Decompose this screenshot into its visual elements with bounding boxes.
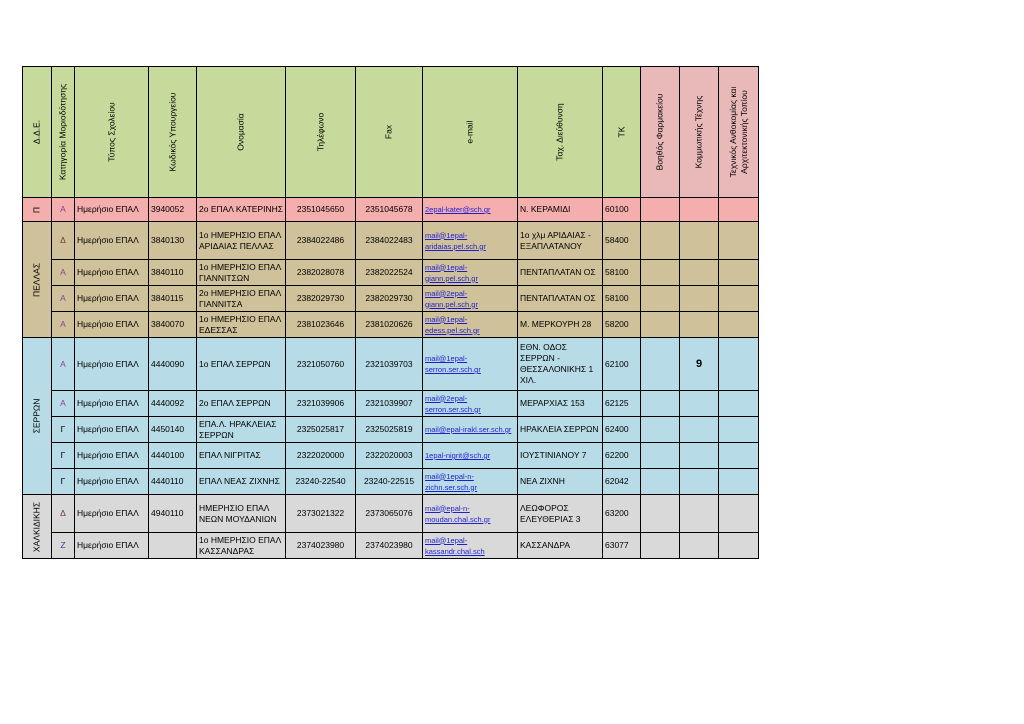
fax-cell: 2373065076 — [356, 495, 423, 533]
email-cell — [423, 338, 518, 391]
schools-table — [22, 66, 759, 559]
phone-cell: 2374023980 — [286, 533, 356, 559]
table-row — [23, 495, 759, 533]
address-cell: ΠΕΝΤΑΠΛΑΤΑΝ ΟΣ — [518, 286, 603, 312]
tk-cell: 62042 — [603, 469, 641, 495]
school-type-cell: Ημερήσιο ΕΠΑΛ — [75, 338, 149, 391]
category-cell: Α — [52, 260, 75, 286]
ministry-code-cell: 4940110 — [149, 495, 197, 533]
pharmacy-assistant-cell — [641, 391, 680, 417]
email-cell — [423, 495, 518, 533]
email-link[interactable]: mail@1epal-n-zichn.ser.sch.gr — [425, 471, 478, 492]
pharmacy-assistant-cell — [641, 198, 680, 222]
ministry-code-cell: 3840115 — [149, 286, 197, 312]
pharmacy-assistant-cell — [641, 495, 680, 533]
email-link[interactable]: mail@1epal-edess.pel.sch.gr — [425, 314, 480, 335]
floriculture-cell — [719, 286, 759, 312]
school-type-cell: Ημερήσιο ΕΠΑΛ — [75, 286, 149, 312]
header-fax: Fax — [356, 67, 423, 198]
school-name-cell: 1ο ΕΠΑΛ ΣΕΡΡΩΝ — [197, 338, 286, 391]
school-type-cell: Ημερήσιο ΕΠΑΛ — [75, 495, 149, 533]
address-cell: ΕΘΝ. ΟΔΟΣ ΣΕΡΡΩΝ - ΘΕΣΣΑΛΟΝΙΚΗΣ 1 ΧΙΛ. — [518, 338, 603, 391]
school-name-cell: 2ο ΗΜΕΡΗΣΙΟ ΕΠΑΛ ΓΙΑΝΝΙΤΣΑ — [197, 286, 286, 312]
floriculture-cell — [719, 198, 759, 222]
pharmacy-assistant-cell — [641, 222, 680, 260]
hairdressing-cell — [680, 198, 719, 222]
email-cell — [423, 443, 518, 469]
header-phone: Τηλέφωνο — [286, 67, 356, 198]
fax-cell: 2384022483 — [356, 222, 423, 260]
tk-cell: 58100 — [603, 286, 641, 312]
category-cell: Ζ — [52, 533, 75, 559]
fax-cell: 2374023980 — [356, 533, 423, 559]
school-name-cell: 1ο ΗΜΕΡΗΣΙΟ ΕΠΑΛ ΓΙΑΝΝΙΤΣΩΝ — [197, 260, 286, 286]
ministry-code-cell: 4450140 — [149, 417, 197, 443]
tk-cell: 58200 — [603, 312, 641, 338]
school-type-cell: Ημερήσιο ΕΠΑΛ — [75, 391, 149, 417]
email-cell — [423, 198, 518, 222]
address-cell: ΛΕΩΦΟΡΟΣ ΕΛΕΥΘΕΡΙΑΣ 3 — [518, 495, 603, 533]
pharmacy-assistant-cell — [641, 533, 680, 559]
header-address: Ταχ. Διεύθυνση — [518, 67, 603, 198]
fax-cell: 2321039907 — [356, 391, 423, 417]
ministry-code-cell: 3940052 — [149, 198, 197, 222]
category-cell: Α — [52, 312, 75, 338]
tk-cell: 58100 — [603, 260, 641, 286]
header-tk: ΤΚ — [603, 67, 641, 198]
header-category: Κατηγορία Μοριοδότησης — [52, 67, 75, 198]
hairdressing-cell: 9 — [680, 338, 719, 391]
tk-cell: 63200 — [603, 495, 641, 533]
category-cell: Α — [52, 286, 75, 312]
pharmacy-assistant-cell — [641, 286, 680, 312]
school-type-cell: Ημερήσιο ΕΠΑΛ — [75, 198, 149, 222]
floriculture-cell — [719, 495, 759, 533]
phone-cell: 2373021322 — [286, 495, 356, 533]
header-school-type: Τύπος Σχολείου — [75, 67, 149, 198]
email-link[interactable]: mail@1epal-giann.pel.sch.gr — [425, 262, 478, 283]
email-link[interactable]: mail@1epal-serron.ser.sch.gr — [425, 354, 481, 374]
table-row — [23, 260, 759, 286]
phone-cell: 2382029730 — [286, 286, 356, 312]
floriculture-cell — [719, 338, 759, 391]
header-pharmacy-assistant: Βοηθός Φαρμακείου — [641, 67, 680, 198]
floriculture-cell — [719, 469, 759, 495]
fax-cell: 2322020003 — [356, 443, 423, 469]
table-row — [23, 286, 759, 312]
school-type-cell: Ημερήσιο ΕΠΑΛ — [75, 417, 149, 443]
floriculture-cell — [719, 533, 759, 559]
phone-cell: 2321050760 — [286, 338, 356, 391]
dde-group-cell: ΠΕΛΛΑΣ — [23, 222, 52, 338]
category-cell: Δ — [52, 495, 75, 533]
tk-cell: 62200 — [603, 443, 641, 469]
table-row — [23, 469, 759, 495]
school-name-cell: 1ο ΗΜΕΡΗΣΙΟ ΕΠΑΛ ΕΔΕΣΣΑΣ — [197, 312, 286, 338]
phone-cell: 2381023646 — [286, 312, 356, 338]
school-name-cell: 1ο ΗΜΕΡΗΣΙΟ ΕΠΑΛ ΑΡΙΔΑΙΑΣ ΠΕΛΛΑΣ — [197, 222, 286, 260]
phone-cell: 2321039906 — [286, 391, 356, 417]
table-row — [23, 533, 759, 559]
hairdressing-cell — [680, 443, 719, 469]
ministry-code-cell: 3840070 — [149, 312, 197, 338]
floriculture-cell — [719, 443, 759, 469]
ministry-code-cell: 4440110 — [149, 469, 197, 495]
email-cell — [423, 312, 518, 338]
category-cell: Α — [52, 338, 75, 391]
category-cell: Γ — [52, 469, 75, 495]
ministry-code-cell: 4440092 — [149, 391, 197, 417]
address-cell: ΝΕΑ ΖΙΧΝΗ — [518, 469, 603, 495]
email-cell — [423, 260, 518, 286]
dde-group-cell: ΧΑΛΚΙΔΙΚΗΣ — [23, 495, 52, 559]
header-ministry-code: Κωδικός Υπουργείου — [149, 67, 197, 198]
address-cell: Ν. ΚΕΡΑΜΙΔΙ — [518, 198, 603, 222]
hairdressing-cell — [680, 312, 719, 338]
email-cell — [423, 533, 518, 559]
table-row — [23, 198, 759, 222]
address-cell: ΜΕΡΑΡΧΙΑΣ 153 — [518, 391, 603, 417]
pharmacy-assistant-cell — [641, 443, 680, 469]
table-row — [23, 443, 759, 469]
pharmacy-assistant-cell — [641, 338, 680, 391]
school-type-cell: Ημερήσιο ΕΠΑΛ — [75, 222, 149, 260]
school-name-cell: ΕΠΑΛ ΝΙΓΡΙΤΑΣ — [197, 443, 286, 469]
ministry-code-cell: 4440090 — [149, 338, 197, 391]
tk-cell: 60100 — [603, 198, 641, 222]
pharmacy-assistant-cell — [641, 312, 680, 338]
email-cell — [423, 286, 518, 312]
category-cell: Γ — [52, 417, 75, 443]
category-cell: Δ — [52, 222, 75, 260]
hairdressing-cell — [680, 533, 719, 559]
tk-cell: 62100 — [603, 338, 641, 391]
email-cell — [423, 391, 518, 417]
header-row — [23, 67, 759, 198]
pharmacy-assistant-cell — [641, 469, 680, 495]
ministry-code-cell: 3840130 — [149, 222, 197, 260]
email-cell — [423, 222, 518, 260]
tk-cell: 62125 — [603, 391, 641, 417]
email-link[interactable]: mail@epal-irakl.ser.sch.gr — [425, 425, 512, 434]
floriculture-cell — [719, 417, 759, 443]
school-name-cell: 2ο ΕΠΑΛ ΚΑΤΕΡΙΝΗΣ — [197, 198, 286, 222]
header-email: e-mail — [423, 67, 518, 198]
email-link[interactable]: mail@1epal-aridaias.pel.sch.gr — [425, 230, 486, 251]
email-cell — [423, 469, 518, 495]
header-floriculture: Τεχνικός Ανθοκομίας και Αρχιτεκτονικής Τοπίου — [719, 67, 759, 198]
phone-cell: 2325025817 — [286, 417, 356, 443]
table-row — [23, 417, 759, 443]
phone-cell: 2384022486 — [286, 222, 356, 260]
fax-cell: 23240-22515 — [356, 469, 423, 495]
floriculture-cell — [719, 222, 759, 260]
fax-cell: 2382022524 — [356, 260, 423, 286]
hairdressing-cell — [680, 391, 719, 417]
ministry-code-cell: 4440100 — [149, 443, 197, 469]
phone-cell: 2382028078 — [286, 260, 356, 286]
phone-cell: 2351045650 — [286, 198, 356, 222]
email-link[interactable]: 1epal-nigrit@sch.gr — [425, 451, 491, 460]
pharmacy-assistant-cell — [641, 417, 680, 443]
address-cell: ΠΕΝΤΑΠΛΑΤΑΝ ΟΣ — [518, 260, 603, 286]
floriculture-cell — [719, 260, 759, 286]
floriculture-cell — [719, 391, 759, 417]
school-name-cell: 1ο ΗΜΕΡΗΣΙΟ ΕΠΑΛ ΚΑΣΣΑΝΔΡΑΣ — [197, 533, 286, 559]
email-link[interactable]: mail@2epal-serron.ser.sch.gr — [425, 393, 481, 414]
fax-cell: 2351045678 — [356, 198, 423, 222]
dde-group-cell: Π — [23, 198, 52, 222]
table-row — [23, 338, 759, 391]
address-cell: ΙΟΥΣΤΙΝΙΑΝΟΥ 7 — [518, 443, 603, 469]
school-type-cell: Ημερήσιο ΕΠΑΛ — [75, 443, 149, 469]
tk-cell: 58400 — [603, 222, 641, 260]
table-row — [23, 222, 759, 260]
hairdressing-cell — [680, 222, 719, 260]
header-dde: Δ.Δ.Ε. — [23, 67, 52, 198]
fax-cell: 2382029730 — [356, 286, 423, 312]
school-name-cell: 2ο ΕΠΑΛ ΣΕΡΡΩΝ — [197, 391, 286, 417]
table-row — [23, 312, 759, 338]
hairdressing-cell — [680, 495, 719, 533]
school-type-cell: Ημερήσιο ΕΠΑΛ — [75, 533, 149, 559]
hairdressing-cell — [680, 469, 719, 495]
pharmacy-assistant-cell — [641, 260, 680, 286]
hairdressing-cell — [680, 417, 719, 443]
address-cell: ΗΡΑΚΛΕΙΑ ΣΕΡΡΩΝ — [518, 417, 603, 443]
email-link[interactable]: mail@1epal-kassandr.chal.sch — [425, 535, 485, 556]
address-cell: 1ο χλμ ΑΡΙΔΑΙΑΣ - ΕΞΑΠΛΑΤΑΝΟΥ — [518, 222, 603, 260]
fax-cell: 2321039703 — [356, 338, 423, 391]
floriculture-cell — [719, 312, 759, 338]
email-link[interactable]: mail@epal-n-moudan.chal.sch.gr — [425, 503, 491, 524]
address-cell: ΚΑΣΣΑΝΔΡΑ — [518, 533, 603, 559]
tk-cell: 62400 — [603, 417, 641, 443]
school-type-cell: Ημερήσιο ΕΠΑΛ — [75, 469, 149, 495]
school-type-cell: Ημερήσιο ΕΠΑΛ — [75, 260, 149, 286]
email-link[interactable]: 2epal-kater@sch.gr — [425, 205, 491, 214]
school-type-cell: Ημερήσιο ΕΠΑΛ — [75, 312, 149, 338]
hairdressing-cell — [680, 260, 719, 286]
table-row — [23, 391, 759, 417]
header-name: Ονομασία — [197, 67, 286, 198]
school-name-cell: ΗΜΕΡΗΣΙΟ ΕΠΑΛ ΝΕΩΝ ΜΟΥΔΑΝΙΩΝ — [197, 495, 286, 533]
school-name-cell: ΕΠΑ.Λ. ΗΡΑΚΛΕΙΑΣ ΣΕΡΡΩΝ — [197, 417, 286, 443]
phone-cell: 23240-22540 — [286, 469, 356, 495]
category-cell: Α — [52, 198, 75, 222]
tk-cell: 63077 — [603, 533, 641, 559]
address-cell: Μ. ΜΕΡΚΟΥΡΗ 28 — [518, 312, 603, 338]
header-hairdressing: Κομμωτικής Τέχνης — [680, 67, 719, 198]
email-link[interactable]: mail@2epal-giann.pel.sch.gr — [425, 288, 478, 309]
ministry-code-cell — [149, 533, 197, 559]
category-cell: Α — [52, 391, 75, 417]
ministry-code-cell: 3840110 — [149, 260, 197, 286]
phone-cell: 2322020000 — [286, 443, 356, 469]
hairdressing-cell — [680, 286, 719, 312]
email-cell — [423, 417, 518, 443]
dde-group-cell: ΣΕΡΡΩΝ — [23, 338, 52, 495]
fax-cell: 2381020626 — [356, 312, 423, 338]
school-name-cell: ΕΠΑΛ ΝΕΑΣ ΖΙΧΝΗΣ — [197, 469, 286, 495]
fax-cell: 2325025819 — [356, 417, 423, 443]
category-cell: Γ — [52, 443, 75, 469]
